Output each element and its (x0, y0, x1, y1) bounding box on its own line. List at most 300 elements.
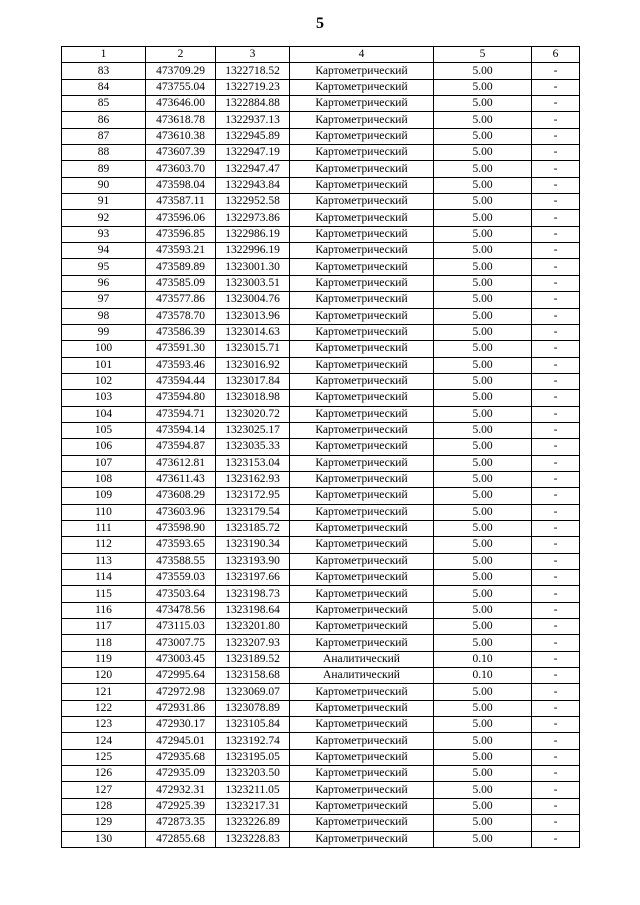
x-coordinate-cell: 472995.64 (146, 668, 216, 684)
point-number-cell: 121 (62, 684, 146, 700)
y-coordinate-cell: 1323158.68 (216, 668, 290, 684)
accuracy-cell: 5.00 (434, 798, 532, 814)
x-coordinate-cell: 473603.96 (146, 504, 216, 520)
page-number: 5 (316, 15, 324, 32)
x-coordinate-cell: 473503.64 (146, 586, 216, 602)
point-number-cell: 94 (62, 243, 146, 259)
method-cell: Картометрический (290, 357, 434, 373)
table-row (62, 406, 580, 422)
accuracy-cell: 5.00 (434, 782, 532, 798)
point-number-cell: 97 (62, 292, 146, 308)
method-cell: Картометрический (290, 766, 434, 782)
method-cell: Картометрический (290, 373, 434, 389)
point-number-cell: 117 (62, 619, 146, 635)
method-cell: Картометрический (290, 619, 434, 635)
accuracy-cell: 5.00 (434, 145, 532, 161)
table-row (62, 63, 580, 79)
column-header: 4 (290, 47, 434, 63)
point-number-cell: 119 (62, 651, 146, 667)
note-cell: - (532, 749, 580, 765)
table-row (62, 210, 580, 226)
x-coordinate-cell: 472925.39 (146, 798, 216, 814)
note-cell: - (532, 439, 580, 455)
table-row (62, 471, 580, 487)
y-coordinate-cell: 1322986.19 (216, 226, 290, 242)
method-cell: Картометрический (290, 733, 434, 749)
accuracy-cell: 5.00 (434, 700, 532, 716)
point-number-cell: 123 (62, 717, 146, 733)
method-cell: Картометрический (290, 324, 434, 340)
x-coordinate-cell: 473559.03 (146, 570, 216, 586)
method-cell: Картометрический (290, 553, 434, 569)
note-cell: - (532, 700, 580, 716)
method-cell: Картометрический (290, 63, 434, 79)
note-cell: - (532, 194, 580, 210)
table-row (62, 357, 580, 373)
accuracy-cell: 5.00 (434, 128, 532, 144)
accuracy-cell: 5.00 (434, 79, 532, 95)
point-number-cell: 116 (62, 602, 146, 618)
note-cell: - (532, 635, 580, 651)
accuracy-cell: 5.00 (434, 324, 532, 340)
x-coordinate-cell: 472873.35 (146, 815, 216, 831)
note-cell: - (532, 782, 580, 798)
table-row (62, 504, 580, 520)
table-row (62, 602, 580, 618)
point-number-cell: 107 (62, 455, 146, 471)
y-coordinate-cell: 1323015.71 (216, 341, 290, 357)
x-coordinate-cell: 473594.14 (146, 422, 216, 438)
accuracy-cell: 5.00 (434, 455, 532, 471)
table-row (62, 112, 580, 128)
accuracy-cell: 5.00 (434, 406, 532, 422)
point-number-cell: 126 (62, 766, 146, 782)
y-coordinate-cell: 1322947.19 (216, 145, 290, 161)
y-coordinate-cell: 1322952.58 (216, 194, 290, 210)
method-cell: Картометрический (290, 145, 434, 161)
point-number-cell: 95 (62, 259, 146, 275)
table-row (62, 373, 580, 389)
column-header: 5 (434, 47, 532, 63)
y-coordinate-cell: 1322973.86 (216, 210, 290, 226)
table-row (62, 308, 580, 324)
point-number-cell: 128 (62, 798, 146, 814)
note-cell: - (532, 570, 580, 586)
x-coordinate-cell: 473612.81 (146, 455, 216, 471)
point-number-cell: 93 (62, 226, 146, 242)
accuracy-cell: 0.10 (434, 651, 532, 667)
point-number-cell: 118 (62, 635, 146, 651)
method-cell: Картометрический (290, 79, 434, 95)
note-cell: - (532, 341, 580, 357)
x-coordinate-cell: 473596.85 (146, 226, 216, 242)
table-row (62, 520, 580, 536)
accuracy-cell: 5.00 (434, 504, 532, 520)
point-number-cell: 103 (62, 390, 146, 406)
column-header: 2 (146, 47, 216, 63)
method-cell: Картометрический (290, 259, 434, 275)
method-cell: Картометрический (290, 782, 434, 798)
method-cell: Аналитический (290, 668, 434, 684)
accuracy-cell: 5.00 (434, 520, 532, 536)
point-number-cell: 84 (62, 79, 146, 95)
table-row (62, 145, 580, 161)
y-coordinate-cell: 1323203.50 (216, 766, 290, 782)
table-row (62, 570, 580, 586)
note-cell: - (532, 651, 580, 667)
point-number-cell: 85 (62, 96, 146, 112)
y-coordinate-cell: 1323078.89 (216, 700, 290, 716)
method-cell: Картометрический (290, 717, 434, 733)
accuracy-cell: 5.00 (434, 815, 532, 831)
method-cell: Картометрический (290, 798, 434, 814)
x-coordinate-cell: 473003.45 (146, 651, 216, 667)
method-cell: Картометрический (290, 194, 434, 210)
point-number-cell: 115 (62, 586, 146, 602)
point-number-cell: 113 (62, 553, 146, 569)
point-number-cell: 91 (62, 194, 146, 210)
note-cell: - (532, 112, 580, 128)
method-cell: Картометрический (290, 570, 434, 586)
method-cell: Картометрический (290, 177, 434, 193)
y-coordinate-cell: 1323018.98 (216, 390, 290, 406)
accuracy-cell: 5.00 (434, 488, 532, 504)
note-cell: - (532, 733, 580, 749)
method-cell: Картометрический (290, 243, 434, 259)
note-cell: - (532, 79, 580, 95)
accuracy-cell: 5.00 (434, 570, 532, 586)
note-cell: - (532, 602, 580, 618)
note-cell: - (532, 586, 580, 602)
accuracy-cell: 5.00 (434, 733, 532, 749)
table-row (62, 586, 580, 602)
method-cell: Картометрический (290, 226, 434, 242)
x-coordinate-cell: 472930.17 (146, 717, 216, 733)
note-cell: - (532, 520, 580, 536)
point-number-cell: 87 (62, 128, 146, 144)
y-coordinate-cell: 1323211.05 (216, 782, 290, 798)
y-coordinate-cell: 1323014.63 (216, 324, 290, 340)
table-row (62, 324, 580, 340)
point-number-cell: 89 (62, 161, 146, 177)
x-coordinate-cell: 473578.70 (146, 308, 216, 324)
method-cell: Картометрический (290, 128, 434, 144)
point-number-cell: 104 (62, 406, 146, 422)
accuracy-cell: 5.00 (434, 619, 532, 635)
method-cell: Картометрический (290, 700, 434, 716)
accuracy-cell: 5.00 (434, 112, 532, 128)
point-number-cell: 130 (62, 831, 146, 847)
y-coordinate-cell: 1322996.19 (216, 243, 290, 259)
note-cell: - (532, 243, 580, 259)
table-row (62, 161, 580, 177)
table-row (62, 96, 580, 112)
method-cell: Картометрический (290, 520, 434, 536)
table-row (62, 341, 580, 357)
y-coordinate-cell: 1322884.88 (216, 96, 290, 112)
point-number-cell: 127 (62, 782, 146, 798)
table-row (62, 128, 580, 144)
y-coordinate-cell: 1323172.95 (216, 488, 290, 504)
y-coordinate-cell: 1323105.84 (216, 717, 290, 733)
table-row (62, 177, 580, 193)
note-cell: - (532, 668, 580, 684)
table-row (62, 422, 580, 438)
x-coordinate-cell: 473646.00 (146, 96, 216, 112)
accuracy-cell: 5.00 (434, 422, 532, 438)
accuracy-cell: 5.00 (434, 537, 532, 553)
method-cell: Картометрический (290, 684, 434, 700)
coordinates-table (61, 46, 580, 848)
method-cell: Картометрический (290, 341, 434, 357)
accuracy-cell: 5.00 (434, 275, 532, 291)
note-cell: - (532, 537, 580, 553)
x-coordinate-cell: 473611.43 (146, 471, 216, 487)
point-number-cell: 100 (62, 341, 146, 357)
y-coordinate-cell: 1323025.17 (216, 422, 290, 438)
x-coordinate-cell: 472855.68 (146, 831, 216, 847)
x-coordinate-cell: 473593.21 (146, 243, 216, 259)
note-cell: - (532, 766, 580, 782)
method-cell: Картометрический (290, 112, 434, 128)
accuracy-cell: 5.00 (434, 63, 532, 79)
table-header-row (62, 47, 580, 63)
note-cell: - (532, 619, 580, 635)
x-coordinate-cell: 472935.68 (146, 749, 216, 765)
point-number-cell: 110 (62, 504, 146, 520)
note-cell: - (532, 259, 580, 275)
point-number-cell: 105 (62, 422, 146, 438)
table-row (62, 651, 580, 667)
accuracy-cell: 5.00 (434, 243, 532, 259)
accuracy-cell: 5.00 (434, 210, 532, 226)
note-cell: - (532, 455, 580, 471)
note-cell: - (532, 308, 580, 324)
point-number-cell: 114 (62, 570, 146, 586)
note-cell: - (532, 471, 580, 487)
method-cell: Картометрический (290, 390, 434, 406)
accuracy-cell: 5.00 (434, 341, 532, 357)
x-coordinate-cell: 473115.03 (146, 619, 216, 635)
accuracy-cell: 5.00 (434, 194, 532, 210)
x-coordinate-cell: 473596.06 (146, 210, 216, 226)
note-cell: - (532, 161, 580, 177)
table-row (62, 766, 580, 782)
y-coordinate-cell: 1323004.76 (216, 292, 290, 308)
x-coordinate-cell: 473587.11 (146, 194, 216, 210)
y-coordinate-cell: 1323185.72 (216, 520, 290, 536)
y-coordinate-cell: 1323226.89 (216, 815, 290, 831)
x-coordinate-cell: 473603.70 (146, 161, 216, 177)
note-cell: - (532, 717, 580, 733)
point-number-cell: 109 (62, 488, 146, 504)
point-number-cell: 129 (62, 815, 146, 831)
y-coordinate-cell: 1323201.80 (216, 619, 290, 635)
y-coordinate-cell: 1323017.84 (216, 373, 290, 389)
table-row (62, 259, 580, 275)
note-cell: - (532, 324, 580, 340)
x-coordinate-cell: 473598.90 (146, 520, 216, 536)
table-row (62, 553, 580, 569)
point-number-cell: 111 (62, 520, 146, 536)
y-coordinate-cell: 1323162.93 (216, 471, 290, 487)
method-cell: Картометрический (290, 602, 434, 618)
note-cell: - (532, 63, 580, 79)
method-cell: Картометрический (290, 815, 434, 831)
column-header: 6 (532, 47, 580, 63)
method-cell: Картометрический (290, 275, 434, 291)
accuracy-cell: 5.00 (434, 749, 532, 765)
y-coordinate-cell: 1322937.13 (216, 112, 290, 128)
y-coordinate-cell: 1323197.66 (216, 570, 290, 586)
y-coordinate-cell: 1323217.31 (216, 798, 290, 814)
table-row (62, 488, 580, 504)
table-row (62, 635, 580, 651)
x-coordinate-cell: 473618.78 (146, 112, 216, 128)
table-row (62, 815, 580, 831)
x-coordinate-cell: 473610.38 (146, 128, 216, 144)
note-cell: - (532, 292, 580, 308)
x-coordinate-cell: 473588.55 (146, 553, 216, 569)
note-cell: - (532, 553, 580, 569)
table-row (62, 292, 580, 308)
note-cell: - (532, 798, 580, 814)
x-coordinate-cell: 472972.98 (146, 684, 216, 700)
point-number-cell: 102 (62, 373, 146, 389)
accuracy-cell: 5.00 (434, 373, 532, 389)
x-coordinate-cell: 473007.75 (146, 635, 216, 651)
x-coordinate-cell: 473577.86 (146, 292, 216, 308)
method-cell: Картометрический (290, 161, 434, 177)
accuracy-cell: 0.10 (434, 668, 532, 684)
note-cell: - (532, 504, 580, 520)
y-coordinate-cell: 1323003.51 (216, 275, 290, 291)
method-cell: Картометрический (290, 292, 434, 308)
y-coordinate-cell: 1323016.92 (216, 357, 290, 373)
method-cell: Картометрический (290, 455, 434, 471)
table-row (62, 831, 580, 847)
table-row (62, 668, 580, 684)
table-row (62, 275, 580, 291)
accuracy-cell: 5.00 (434, 292, 532, 308)
x-coordinate-cell: 473591.30 (146, 341, 216, 357)
table-row (62, 194, 580, 210)
table-row (62, 455, 580, 471)
point-number-cell: 92 (62, 210, 146, 226)
method-cell: Картометрический (290, 537, 434, 553)
y-coordinate-cell: 1323228.83 (216, 831, 290, 847)
accuracy-cell: 5.00 (434, 766, 532, 782)
y-coordinate-cell: 1323020.72 (216, 406, 290, 422)
x-coordinate-cell: 473607.39 (146, 145, 216, 161)
table-body (62, 63, 580, 848)
method-cell: Картометрический (290, 210, 434, 226)
note-cell: - (532, 422, 580, 438)
method-cell: Картометрический (290, 504, 434, 520)
x-coordinate-cell: 473594.44 (146, 373, 216, 389)
y-coordinate-cell: 1323190.34 (216, 537, 290, 553)
x-coordinate-cell: 472932.31 (146, 782, 216, 798)
method-cell: Картометрический (290, 586, 434, 602)
table-row (62, 733, 580, 749)
method-cell: Картометрический (290, 471, 434, 487)
method-cell: Картометрический (290, 831, 434, 847)
note-cell: - (532, 275, 580, 291)
table-row (62, 243, 580, 259)
y-coordinate-cell: 1322947.47 (216, 161, 290, 177)
table-row (62, 717, 580, 733)
point-number-cell: 99 (62, 324, 146, 340)
table-row (62, 700, 580, 716)
note-cell: - (532, 177, 580, 193)
note-cell: - (532, 210, 580, 226)
y-coordinate-cell: 1323195.05 (216, 749, 290, 765)
note-cell: - (532, 684, 580, 700)
table-row (62, 798, 580, 814)
y-coordinate-cell: 1322718.52 (216, 63, 290, 79)
note-cell: - (532, 831, 580, 847)
accuracy-cell: 5.00 (434, 259, 532, 275)
note-cell: - (532, 406, 580, 422)
note-cell: - (532, 815, 580, 831)
table-row (62, 749, 580, 765)
accuracy-cell: 5.00 (434, 177, 532, 193)
x-coordinate-cell: 472931.86 (146, 700, 216, 716)
y-coordinate-cell: 1322945.89 (216, 128, 290, 144)
x-coordinate-cell: 472935.09 (146, 766, 216, 782)
point-number-cell: 86 (62, 112, 146, 128)
method-cell: Картометрический (290, 308, 434, 324)
y-coordinate-cell: 1323013.96 (216, 308, 290, 324)
note-cell: - (532, 390, 580, 406)
point-number-cell: 122 (62, 700, 146, 716)
accuracy-cell: 5.00 (434, 226, 532, 242)
table-row (62, 79, 580, 95)
point-number-cell: 106 (62, 439, 146, 455)
x-coordinate-cell: 473586.39 (146, 324, 216, 340)
accuracy-cell: 5.00 (434, 161, 532, 177)
point-number-cell: 124 (62, 733, 146, 749)
y-coordinate-cell: 1323207.93 (216, 635, 290, 651)
x-coordinate-cell: 473589.89 (146, 259, 216, 275)
accuracy-cell: 5.00 (434, 471, 532, 487)
y-coordinate-cell: 1322719.23 (216, 79, 290, 95)
accuracy-cell: 5.00 (434, 717, 532, 733)
x-coordinate-cell: 473478.56 (146, 602, 216, 618)
y-coordinate-cell: 1323153.04 (216, 455, 290, 471)
method-cell: Картометрический (290, 96, 434, 112)
accuracy-cell: 5.00 (434, 357, 532, 373)
accuracy-cell: 5.00 (434, 586, 532, 602)
x-coordinate-cell: 473593.65 (146, 537, 216, 553)
x-coordinate-cell: 473608.29 (146, 488, 216, 504)
note-cell: - (532, 145, 580, 161)
accuracy-cell: 5.00 (434, 308, 532, 324)
note-cell: - (532, 128, 580, 144)
y-coordinate-cell: 1323189.52 (216, 651, 290, 667)
accuracy-cell: 5.00 (434, 553, 532, 569)
point-number-cell: 108 (62, 471, 146, 487)
column-header: 1 (62, 47, 146, 63)
y-coordinate-cell: 1323069.07 (216, 684, 290, 700)
y-coordinate-cell: 1322943.84 (216, 177, 290, 193)
method-cell: Картометрический (290, 488, 434, 504)
table-row (62, 537, 580, 553)
x-coordinate-cell: 473709.29 (146, 63, 216, 79)
y-coordinate-cell: 1323193.90 (216, 553, 290, 569)
table-row (62, 782, 580, 798)
accuracy-cell: 5.00 (434, 602, 532, 618)
